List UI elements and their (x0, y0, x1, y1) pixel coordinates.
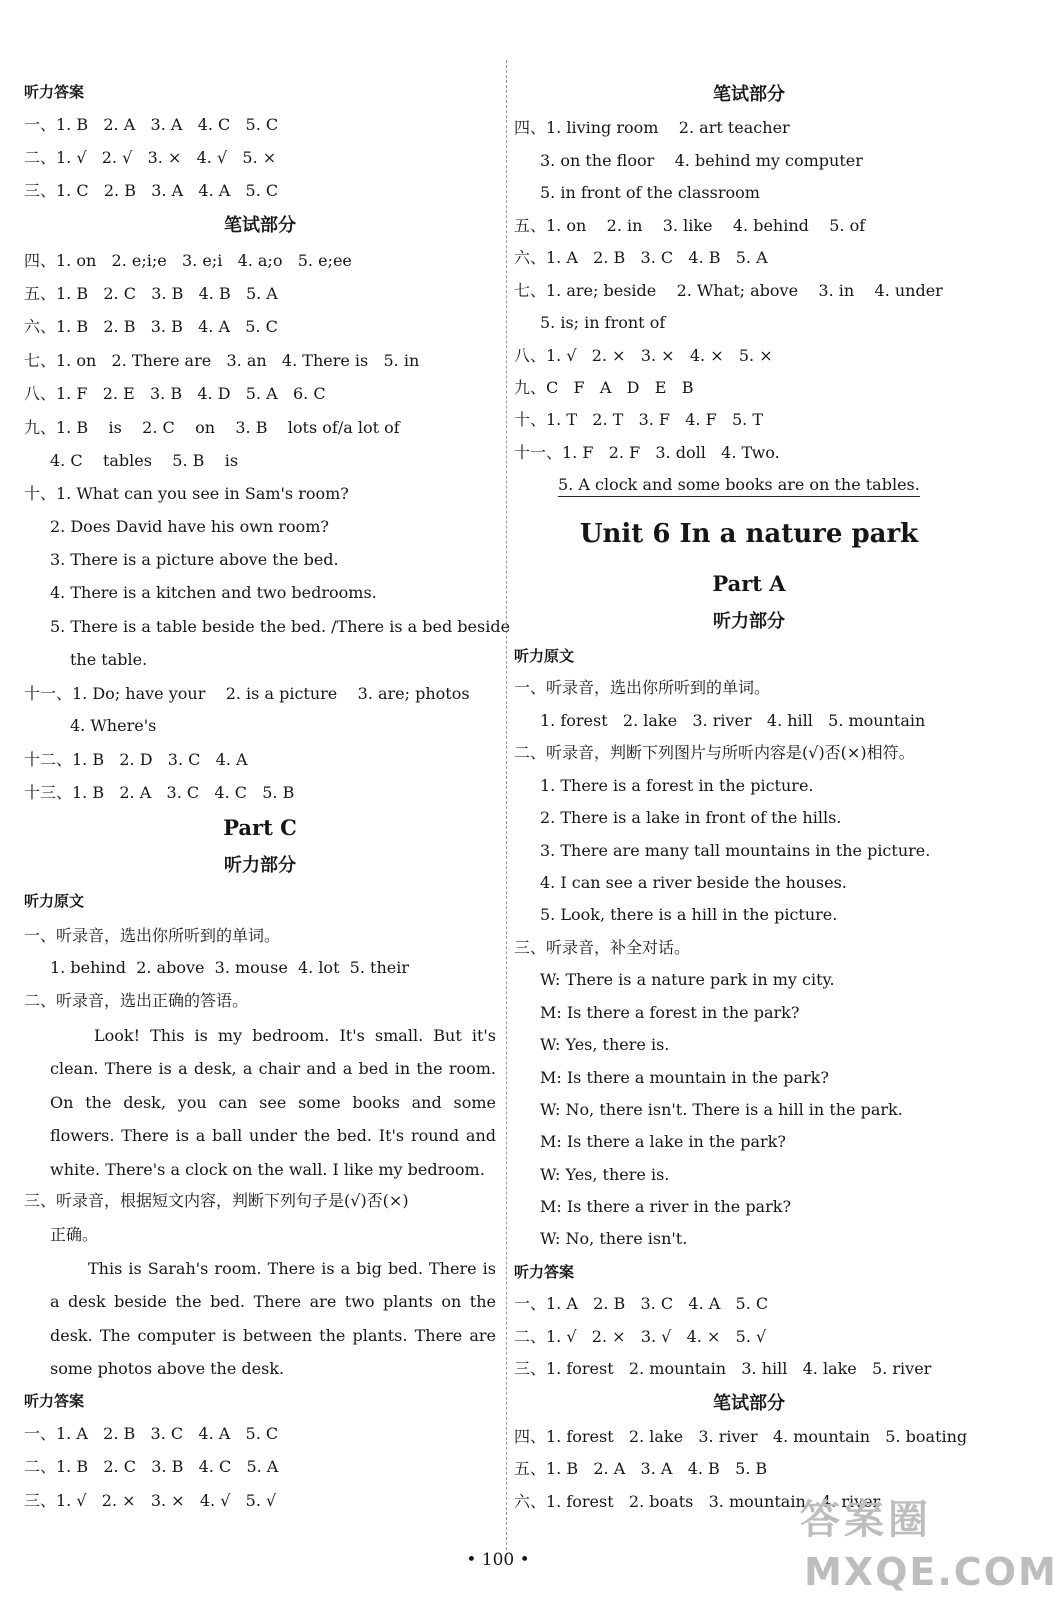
answer-line: 六、1. forest 2. boats 3. mountain 4. river (514, 1492, 881, 1511)
answer-line: 七、1. on 2. There are 3. an 4. There is 5. in (24, 351, 420, 370)
answer-line: 七、1. are; beside 2. What; above 3. in 4. under (514, 281, 943, 300)
dialogue-line: M: Is there a forest in the park? (540, 1003, 800, 1022)
answer-line: 八、1. F 2. E 3. B 4. D 5. A 6. C (24, 384, 326, 403)
sentence-line: 5. Look, there is a hill in the picture. (540, 905, 838, 924)
answer-line: 四、1. on 2. e;i;e 3. e;i 4. a;o 5. e;ee (24, 251, 352, 270)
sentence-line: 1. There is a forest in the picture. (540, 776, 814, 795)
dialogue-line: M: Is there a river in the park? (540, 1197, 792, 1216)
sentence-line: 4. I can see a river beside the houses. (540, 873, 847, 892)
section-title: 笔试部分 (713, 1393, 785, 1414)
sentence-line: 2. There is a lake in front of the hills. (540, 808, 842, 827)
dialogue-line: M: Is there a mountain in the park? (540, 1068, 829, 1087)
watermark-text-en: MXQE.COM (804, 1550, 1058, 1594)
answer-line: 五、1. B 2. C 3. B 4. B 5. A (24, 284, 278, 303)
answer-line: 三、1. C 2. B 3. A 4. A 5. C (24, 181, 279, 200)
answer-line: 二、1. √ 2. × 3. √ 4. × 5. √ (514, 1327, 767, 1346)
question-line: 一、听录音，选出你所听到的单词。 (24, 926, 281, 945)
sentence-line: 3. There are many tall mountains in the picture. (540, 841, 931, 860)
question-line: 二、听录音，选出正确的答语。 (24, 991, 249, 1010)
answer-line: 二、1. B 2. C 3. B 4. C 5. A (24, 1457, 279, 1476)
answer-line: 六、1. A 2. B 3. C 4. B 5. A (514, 248, 768, 267)
answer-line: 九、C F A D E B (514, 378, 694, 397)
answer-line: 五、1. B 2. A 3. A 4. B 5. B (514, 1459, 768, 1478)
answer-line: 十一、1. Do; have your 2. is a picture 3. are; photos (24, 684, 470, 703)
answer-line: 2. Does David have his own room? (50, 517, 329, 536)
listening-script-heading: 听力原文 (24, 892, 85, 910)
answer-line: 5. in front of the classroom (540, 183, 760, 202)
word-list: 1. behind 2. above 3. mouse 4. lot 5. their (50, 958, 409, 977)
answer-line: 4. C tables 5. B is (50, 451, 239, 470)
answer-line: 3. There is a picture above the bed. (50, 550, 339, 569)
answer-line: 十、1. What can you see in Sam's room? (24, 484, 349, 503)
answer-line: 三、1. √ 2. × 3. × 4. √ 5. √ (24, 1491, 277, 1510)
answer-line: 一、1. A 2. B 3. C 4. A 5. C (514, 1294, 769, 1313)
question-line: 二、听录音，判断下列图片与所听内容是(√)否(×)相符。 (514, 743, 915, 762)
section-title: 听力部分 (224, 855, 296, 876)
answer-line: 三、1. forest 2. mountain 3. hill 4. lake 5. river (514, 1359, 932, 1378)
watermark-text-cn: 答案圈 (800, 1497, 932, 1543)
column-divider (506, 60, 507, 1550)
dialogue-line: M: Is there a lake in the park? (540, 1132, 786, 1151)
answer-line: 十、1. T 2. T 3. F 4. F 5. T (514, 410, 764, 429)
answer-line: 4. Where's (70, 716, 157, 735)
listening-passage: This is Sarah's room. There is a big bed. There is a desk beside the bed. There are two plants on the desk. The computer is between the plants. There are some photos above the desk. (50, 1259, 496, 1379)
page-number: • 100 • (466, 1550, 530, 1570)
dialogue-line: W: No, there isn't. There is a hill in the park. (540, 1100, 903, 1119)
word-list: 1. forest 2. lake 3. river 4. hill 5. mountain (540, 711, 926, 730)
listening-script-heading: 听力原文 (514, 647, 575, 665)
answer-line: 5. There is a table beside the bed. /There is a bed beside (50, 617, 511, 636)
answer-line: 五、1. on 2. in 3. like 4. behind 5. of (514, 216, 866, 235)
answer-line: 二、1. √ 2. √ 3. × 4. √ 5. × (24, 148, 277, 167)
section-title: 笔试部分 (713, 84, 785, 105)
listening-answers-heading: 听力答案 (24, 1392, 85, 1410)
listening-answers-heading: 听力答案 (514, 1263, 575, 1281)
part-title: Part C (223, 815, 297, 840)
section-title: 听力部分 (713, 611, 785, 632)
answer-line: 十一、1. F 2. F 3. doll 4. Two. (514, 443, 780, 462)
part-title: Part A (712, 571, 786, 596)
section-title: 笔试部分 (224, 215, 296, 236)
answer-line: 六、1. B 2. B 3. B 4. A 5. C (24, 317, 278, 336)
answer-line: 四、1. forest 2. lake 3. river 4. mountain 5. boating (514, 1427, 968, 1446)
answer-line: 九、1. B is 2. C on 3. B lots of/a lot of (24, 418, 400, 437)
answer-line: 4. There is a kitchen and two bedrooms. (50, 583, 377, 602)
listening-passage: Look! This is my bedroom. It's small. But it's clean. There is a desk, a chair and a bed in the room. On the desk, you can see some books and some flowers. There is a ball under the bed. It's round and white. There's a clock on the wall. I like my bedroom. (50, 1026, 496, 1179)
answer-line: 十二、1. B 2. D 3. C 4. A (24, 750, 248, 769)
dialogue-line: W: There is a nature park in my city. (540, 970, 835, 989)
question-line: 三、听录音，根据短文内容，判断下列句子是(√)否(×) (24, 1191, 409, 1210)
answer-line: 3. on the floor 4. behind my computer (540, 151, 863, 170)
answer-line: 一、1. B 2. A 3. A 4. C 5. C (24, 115, 279, 134)
answer-line: the table. (70, 650, 148, 669)
answer-line: 八、1. √ 2. × 3. × 4. × 5. × (514, 346, 773, 365)
dialogue-line: W: Yes, there is. (540, 1035, 670, 1054)
answer-line: 5. A clock and some books are on the tables. (558, 475, 920, 497)
listening-answers-heading: 听力答案 (24, 83, 85, 101)
dialogue-line: W: No, there isn't. (540, 1229, 688, 1248)
answer-line: 5. is; in front of (540, 313, 666, 332)
question-line: 正确。 (50, 1225, 99, 1244)
dialogue-line: W: Yes, there is. (540, 1165, 670, 1184)
question-line: 一、听录音，选出你所听到的单词。 (514, 678, 771, 697)
answer-line: 一、1. A 2. B 3. C 4. A 5. C (24, 1424, 279, 1443)
question-line: 三、听录音，补全对话。 (514, 938, 691, 957)
answer-line: 十三、1. B 2. A 3. C 4. C 5. B (24, 783, 295, 802)
answer-line: 四、1. living room 2. art teacher (514, 118, 790, 137)
unit-title: Unit 6 In a nature park (579, 519, 919, 549)
